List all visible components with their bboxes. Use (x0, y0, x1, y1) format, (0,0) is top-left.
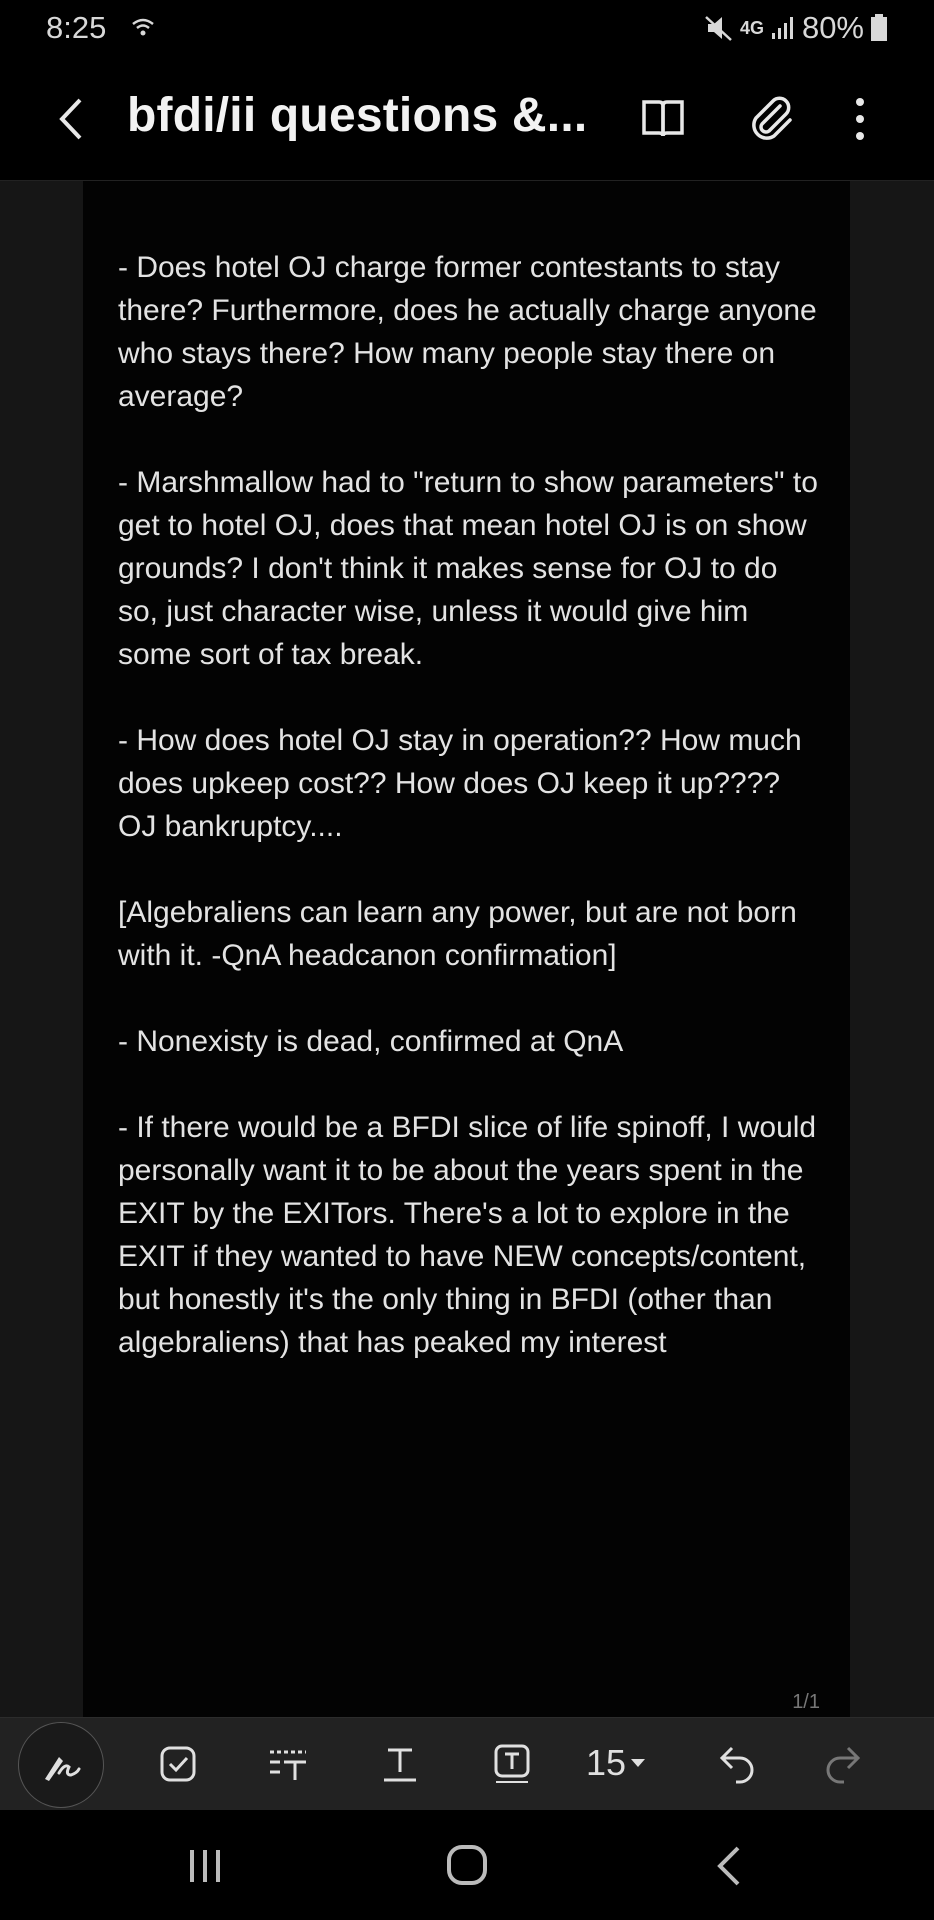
font-size-dropdown[interactable] (586, 1742, 646, 1784)
text-format-button[interactable] (378, 1736, 422, 1792)
note-title: bfdi/ii questions &... (127, 89, 588, 142)
recents-icon[interactable] (186, 1848, 224, 1884)
note-page[interactable] (83, 181, 850, 1717)
note-paragraph: - Marshmallow had to "return to show parameters" to get to hotel OJ, does that mean hotel OJ is on show grounds? I don't think it makes sense for OJ to do so, just character wise, unless it would give him some sort of tax break. (118, 466, 827, 671)
nav-back-icon[interactable] (714, 1844, 744, 1888)
signal-icon (770, 15, 796, 41)
checkbox-icon (159, 1745, 197, 1783)
redo-icon (824, 1744, 868, 1784)
note-paragraph: - Does hotel OJ charge former contestants to stay there? Furthermore, does he actually charge anyone who stays there? How many people stay there on average? (118, 251, 826, 413)
text-box-icon (492, 1743, 532, 1785)
more-icon[interactable] (848, 94, 872, 144)
page-indicator: 1/1 (792, 1691, 820, 1713)
text-box-button[interactable] (490, 1736, 534, 1792)
wifi-calling-icon (130, 14, 156, 40)
note-canvas[interactable] (0, 181, 934, 1717)
attach-icon[interactable] (748, 94, 796, 142)
battery-icon (870, 14, 888, 42)
note-paragraph: - If there would be a BFDI slice of life spinoff, I would personally want it to be about the years spent in the EXIT by the EXITors. There's a lot to explore in the EXIT if they wanted to have NEW concepts/content, but honestly it's the only thing in BFDI (other than algebraliens) that has peaked my interest (118, 1111, 825, 1359)
text-style-button[interactable] (266, 1736, 310, 1792)
note-body[interactable] (118, 246, 827, 1407)
note-paragraph: [Algebraliens can learn any power, but are not born with it. -QnA headcanon confirmation] (118, 896, 806, 972)
undo-button[interactable] (710, 1736, 758, 1792)
redo-button[interactable] (822, 1736, 870, 1792)
checkbox-button[interactable] (156, 1736, 200, 1792)
status-time: 8:25 (46, 10, 107, 45)
system-nav-bar (0, 1810, 934, 1920)
text-style-icon (266, 1744, 310, 1784)
pen-mode-button[interactable] (18, 1722, 104, 1808)
dropdown-caret-icon (630, 1757, 646, 1769)
home-icon[interactable] (446, 1844, 488, 1886)
status-bar (0, 0, 934, 58)
battery-percent: 80% (801, 10, 864, 45)
note-paragraph: - How does hotel OJ stay in operation?? How much does upkeep cost?? How does OJ keep it up???? OJ bankruptcy.... (118, 724, 811, 843)
font-size-value: 15 (586, 1742, 627, 1783)
back-icon[interactable] (52, 96, 92, 142)
reading-mode-icon[interactable] (640, 98, 686, 140)
mute-icon (704, 14, 734, 42)
text-format-icon (380, 1744, 420, 1784)
undo-icon (712, 1744, 756, 1784)
edit-toolbar (0, 1717, 934, 1810)
pen-icon (19, 1723, 103, 1807)
app-bar (0, 58, 934, 181)
status-right (704, 10, 888, 46)
note-paragraph: - Nonexisty is dead, confirmed at QnA (118, 1025, 624, 1058)
4g-icon: 4G (739, 18, 764, 38)
